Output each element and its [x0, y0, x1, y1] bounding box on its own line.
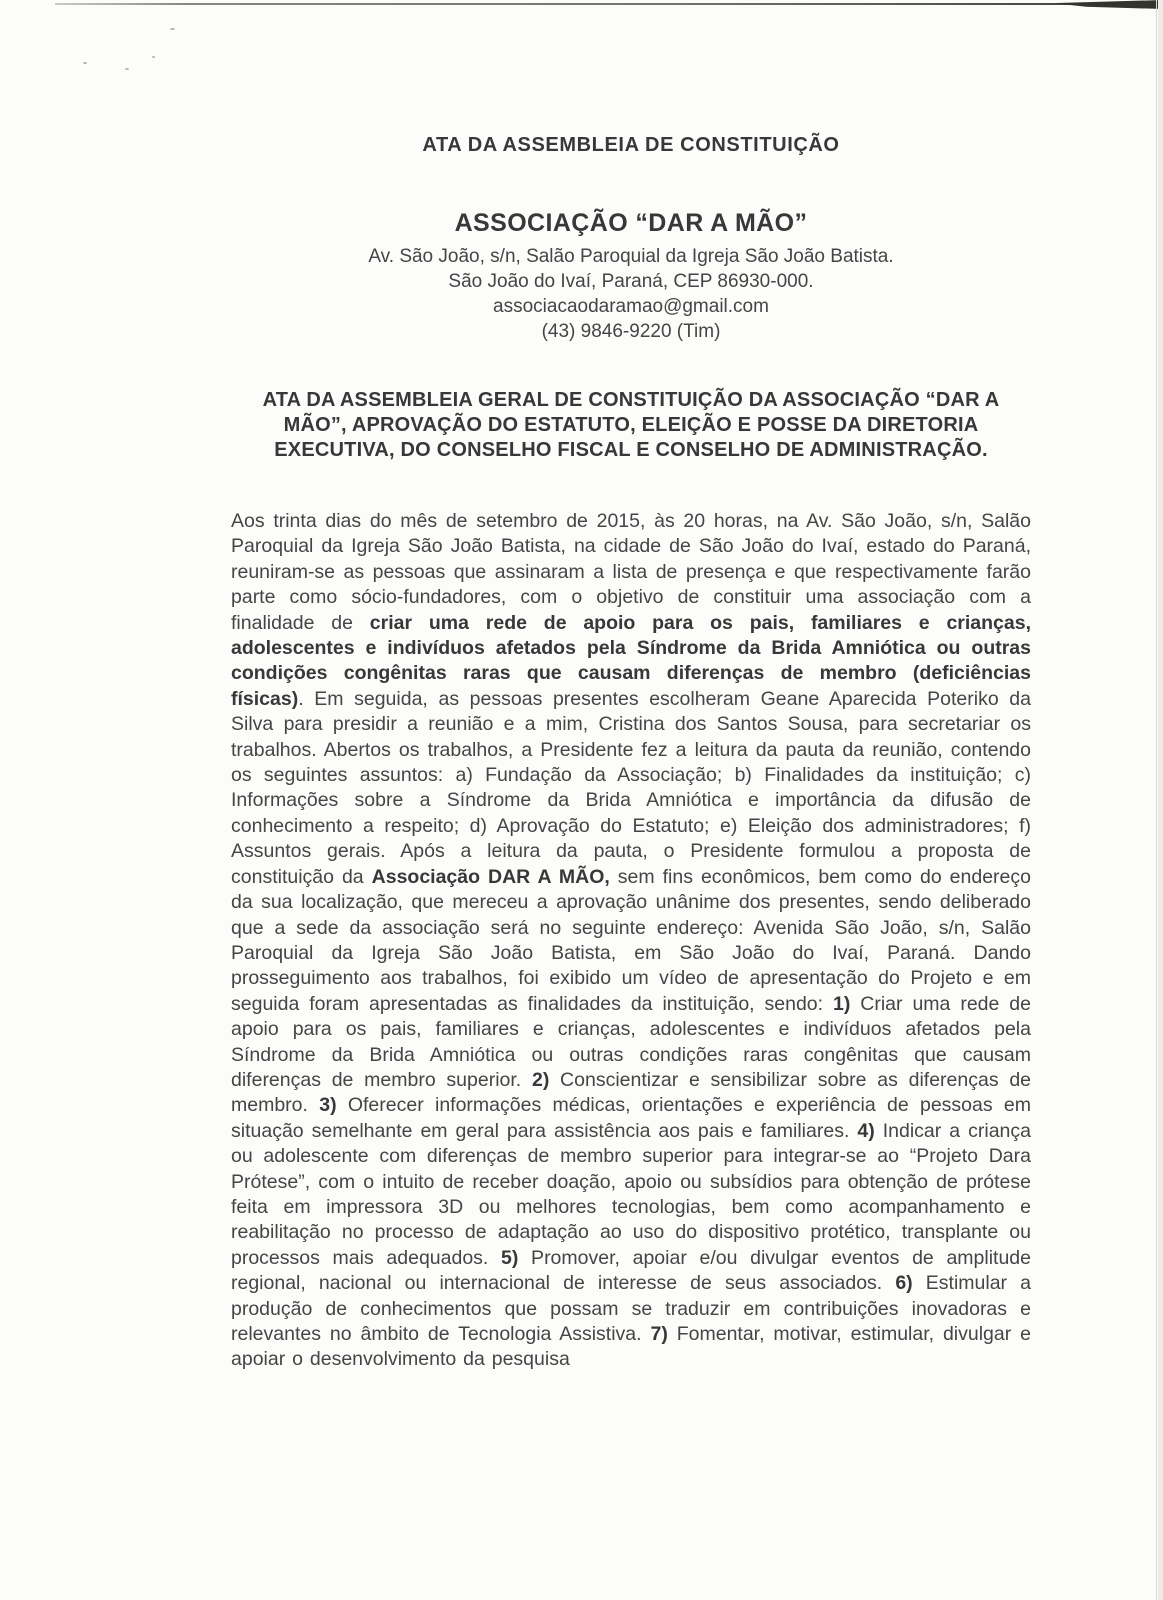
address-line-1: Av. São João, s/n, Salão Paroquial da Igreja São João Batista.	[368, 246, 894, 267]
scan-artifact-right-edge-line	[1156, 0, 1157, 1600]
subject-heading: ATA DA ASSEMBLEIA GERAL DE CONSTITUIÇÃO DA ASSOCIAÇÃO “DAR A MÃO”, APROVAÇÃO DO ESTATUTO, ELEIÇÃO E POSSE DA DIRETORIA EXECUTIVA, DO CONSELHO FISCAL E CONSELHO DE ADMINISTRAÇÃO.	[262, 389, 1000, 461]
scan-artifact-top-right-corner	[1053, 0, 1163, 9]
minutes-body-paragraph: Aos trinta dias do mês de setembro de 2015, às 20 horas, na Av. São João, s/n, Salão Paroquial da Igreja São João Batista, na cidade de São João do Ivaí, estado do Paraná, reuniram-se as pessoas que assinaram a lista de presença e que respectivamente farão parte como sócio-fundadores, com o objetivo de constituir uma associação com a finalidade de criar uma rede de apoio para os pais, familiares e crianças, adolescentes e indivíduos afetados pela Síndrome da Brida Amniótica ou outras condições congênitas raras que causam diferenças de membro (deficiências físicas). Em seguida, as pessoas presentes escolheram Geane Aparecida Poteriko da Silva para presidir a reunião e a mim, Cristina dos Santos Sousa, para secretariar os trabalhos. Abertos os trabalhos, a Presidente fez a leitura da pauta da reunião, contendo os seguintes assuntos: a) Fundação da Associação; b) Finalidades da instituição; c) Informações sobre a Síndrome da Brida Amniótica e importância da difusão de conhecimento a respeito; d) Aprovação do Estatuto; e) Eleição dos administradores; f) Assuntos gerais. Após a leitura da pauta, o Presidente formulou a proposta de constituição da Associação DAR A MÃO, sem fins econômicos, bem como do endereço da sua localização, que mereceu a aprovação unânime dos presentes, sendo deliberado que a sede da associação será no seguinte endereço: Avenida São João, s/n, Salão Paroquial da Igreja São João Batista, em São João do Ivaí, Paraná. Dando prosseguimento aos trabalhos, foi exibido um vídeo de apresentação do Projeto e em seguida foram apresentadas as finalidades da instituição, sendo: 1) Criar uma rede de apoio para os pais, familiares e crianças, adolescentes e indivíduos afetados pela Síndrome da Brida Amniótica ou outras condições raras congênitas que causam diferenças de membro superior. 2) Conscientizar e sensibilizar sobre as diferenças de membro. 3) Oferecer informações médicas, orientações e experiência de pessoas em situação semelhante em geral para assistência aos pais e familiares. 4) Indicar a criança ou adolescente com diferenças de membro superior para integrar-se ao “Projeto Dara Prótese”, com o intuito de receber doação, apoio ou subsídios para obtenção de prótese feita em impressora 3D ou melhores tecnologias, bem como acompanhamento e reabilitação no processo de adaptação ao uso do dispositivo protético, transplante ou processos mais adequados. 5) Promover, apoiar e/ou divulgar eventos de amplitude regional, nacional ou internacional de interesse de seus associados. 6) Estimular a produção de conhecimentos que possam se traduzir em contribuições inovadoras e relevantes no âmbito de Tecnologia Assistiva. 7) Fomentar, motivar, estimular, divulgar e apoiar o desenvolvimento da pesquisa	[231, 510, 1032, 1371]
address-line-2: São João do Ivaí, Paraná, CEP 86930-000.	[448, 271, 814, 292]
scan-artifact-speck	[152, 56, 155, 58]
scan-artifact-speck	[170, 28, 175, 30]
email-address: associacaodaramao@gmail.com	[493, 296, 769, 317]
scan-artifact-top-edge	[55, 3, 1163, 5]
scan-artifact-speck	[83, 62, 87, 64]
scan-artifact-right-edge-band	[1158, 0, 1163, 1600]
phone-number: (43) 9846-9220 (Tim)	[541, 321, 721, 342]
letterhead	[231, 209, 1031, 344]
association-name: ASSOCIAÇÃO “DAR A MÃO”	[454, 209, 808, 237]
document-content	[231, 133, 1031, 1373]
scan-artifact-speck	[125, 68, 129, 70]
document-title: ATA DA ASSEMBLEIA DE CONSTITUIÇÃO	[422, 134, 840, 156]
